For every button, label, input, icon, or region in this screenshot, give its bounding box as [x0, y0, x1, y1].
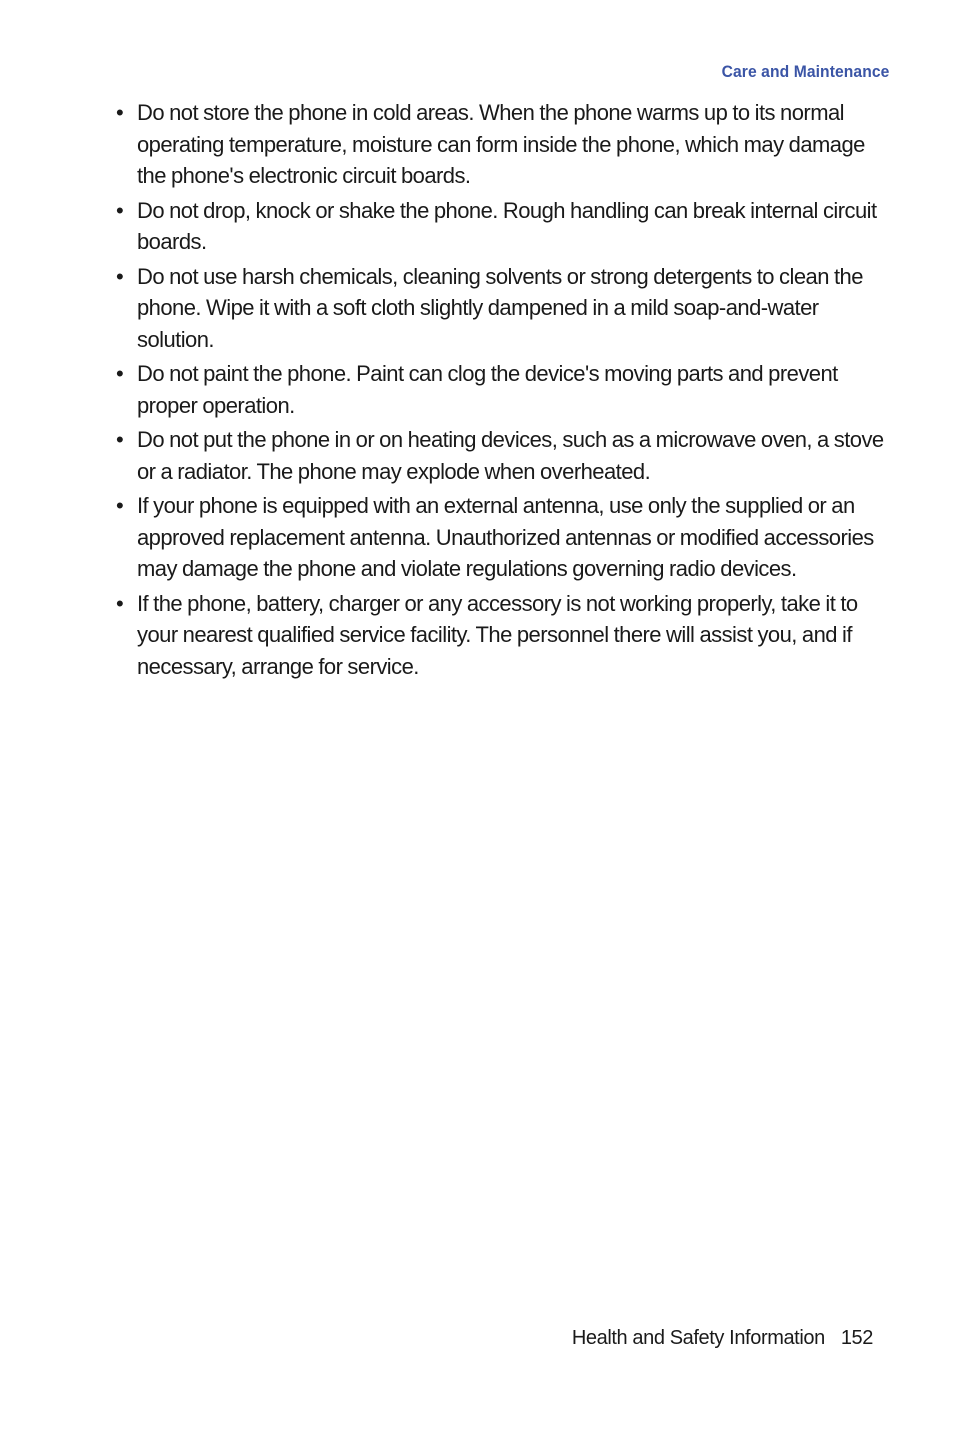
footer-chapter-title: Health and Safety Information: [571, 1327, 825, 1349]
bullet-icon: •: [116, 197, 124, 223]
list-item: [116, 490, 896, 585]
list-item-text: Do not put the phone in or on heating devices, such as a microwave oven, a stove or a radiator. The phone may explode when overheated.: [137, 427, 884, 484]
list-item: [116, 588, 896, 683]
bullet-icon: •: [116, 590, 124, 616]
bullet-icon: •: [116, 263, 124, 289]
page-footer: [572, 1327, 873, 1350]
list-item-text: Do not drop, knock or shake the phone. Rough handling can break internal circuit boards.: [137, 197, 877, 254]
list-item: [116, 358, 896, 421]
care-instructions-list: [116, 97, 896, 685]
section-header: Care and Maintenance: [721, 62, 889, 81]
list-item-text: If the phone, battery, charger or any accessory is not working properly, take it to your nearest qualified service facility. The personnel there will assist you, and if necessary, arrange for service.: [137, 590, 858, 679]
list-item: [116, 97, 896, 192]
bullet-icon: •: [116, 100, 124, 125]
list-item-text: Do not paint the phone. Paint can clog the device's moving parts and prevent proper operation.: [137, 361, 838, 418]
list-item-text: Do not store the phone in cold areas. When the phone warms up to its normal operating temperature, moisture can form inside the phone, which may damage the phone's electronic circuit boards.: [137, 100, 865, 188]
bullet-icon: •: [116, 493, 124, 518]
list-item: [116, 195, 896, 258]
bullet-icon: •: [116, 427, 124, 452]
list-item: [116, 424, 896, 487]
list-item-text: If your phone is equipped with an external antenna, use only the supplied or an approved replacement antenna. Unauthorized antennas or modified accessories may damage the phone and violate regulations governing radio devices.: [137, 493, 874, 581]
page-number: 152: [840, 1327, 873, 1349]
list-item-text: Do not use harsh chemicals, cleaning solvents or strong detergents to clean the phone. Wipe it with a soft cloth slightly dampened in a mild soap-and-water solution.: [137, 263, 863, 352]
list-item: [116, 261, 896, 356]
bullet-icon: •: [116, 361, 124, 386]
